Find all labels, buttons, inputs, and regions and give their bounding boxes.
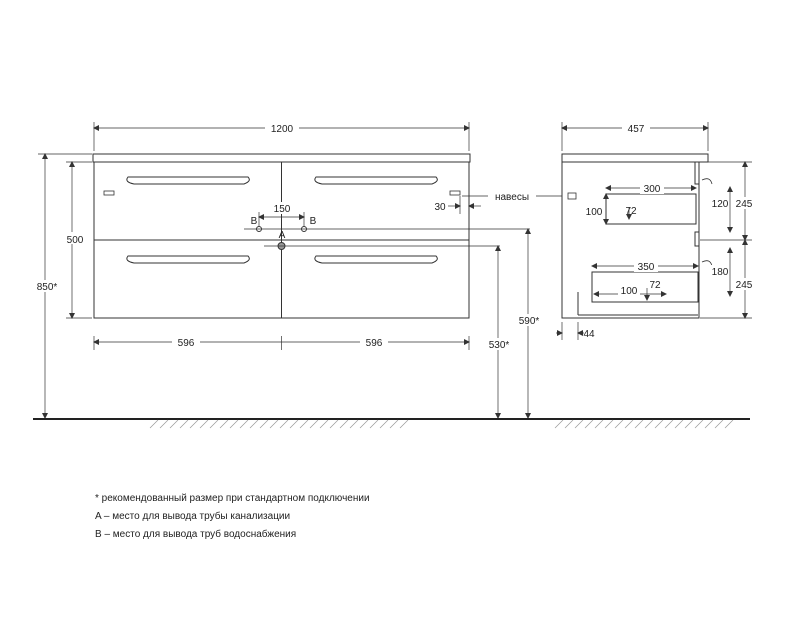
dim-drawer-bottom-depth: 350 <box>637 262 655 273</box>
front-countertop <box>93 154 470 162</box>
dim-side-245-bottom: 245 <box>735 280 753 291</box>
dim-drawer-top-inner: 72 <box>625 206 637 217</box>
side-drawer-top <box>606 194 696 224</box>
drawer-handle-top-left <box>127 177 249 184</box>
drawer-handle-top-right <box>315 177 437 184</box>
dim-drawer-left: 596 <box>177 338 195 349</box>
dim-side-depth: 457 <box>627 124 645 135</box>
drawer-handle-bottom-right <box>315 256 437 263</box>
side-countertop <box>562 154 708 162</box>
dim-front-height: 500 <box>66 235 84 246</box>
dim-side-245-top: 245 <box>735 199 753 210</box>
label-hangers: навесы <box>494 192 530 203</box>
label-b-left: B <box>250 216 258 227</box>
dim-side-44: 44 <box>583 329 595 340</box>
note-recommended: * рекомендованный размер при стандартном подключении <box>95 493 370 504</box>
floor <box>33 419 750 428</box>
dim-side-180: 180 <box>711 267 729 278</box>
drawer-handle-bottom-left <box>127 256 249 263</box>
dim-drawer-bottom-height: 100 <box>620 286 638 297</box>
side-drawer-bottom <box>592 272 698 302</box>
dim-side-120: 120 <box>711 199 729 210</box>
dim-pipe-spacing: 150 <box>273 204 291 215</box>
label-a: A <box>278 230 286 241</box>
dim-total-height: 850* <box>36 282 58 293</box>
note-pipe-b: B – место для вывода труб водоснабжения <box>95 529 297 540</box>
dim-590: 590* <box>518 316 540 327</box>
dim-drawer-right: 596 <box>365 338 383 349</box>
dim-front-width: 1200 <box>270 124 294 135</box>
label-b-right: B <box>309 216 317 227</box>
dim-530: 530* <box>488 340 510 351</box>
dim-drawer-bottom-inner: 72 <box>649 280 661 291</box>
dim-drawer-top-height: 100 <box>585 207 603 218</box>
dim-drawer-top-depth: 300 <box>643 184 661 195</box>
dim-hanger-offset: 30 <box>434 202 446 213</box>
note-pipe-a: A – место для вывода трубы канализации <box>95 511 291 522</box>
notes-block <box>95 490 370 544</box>
front-dimensions <box>38 122 562 418</box>
